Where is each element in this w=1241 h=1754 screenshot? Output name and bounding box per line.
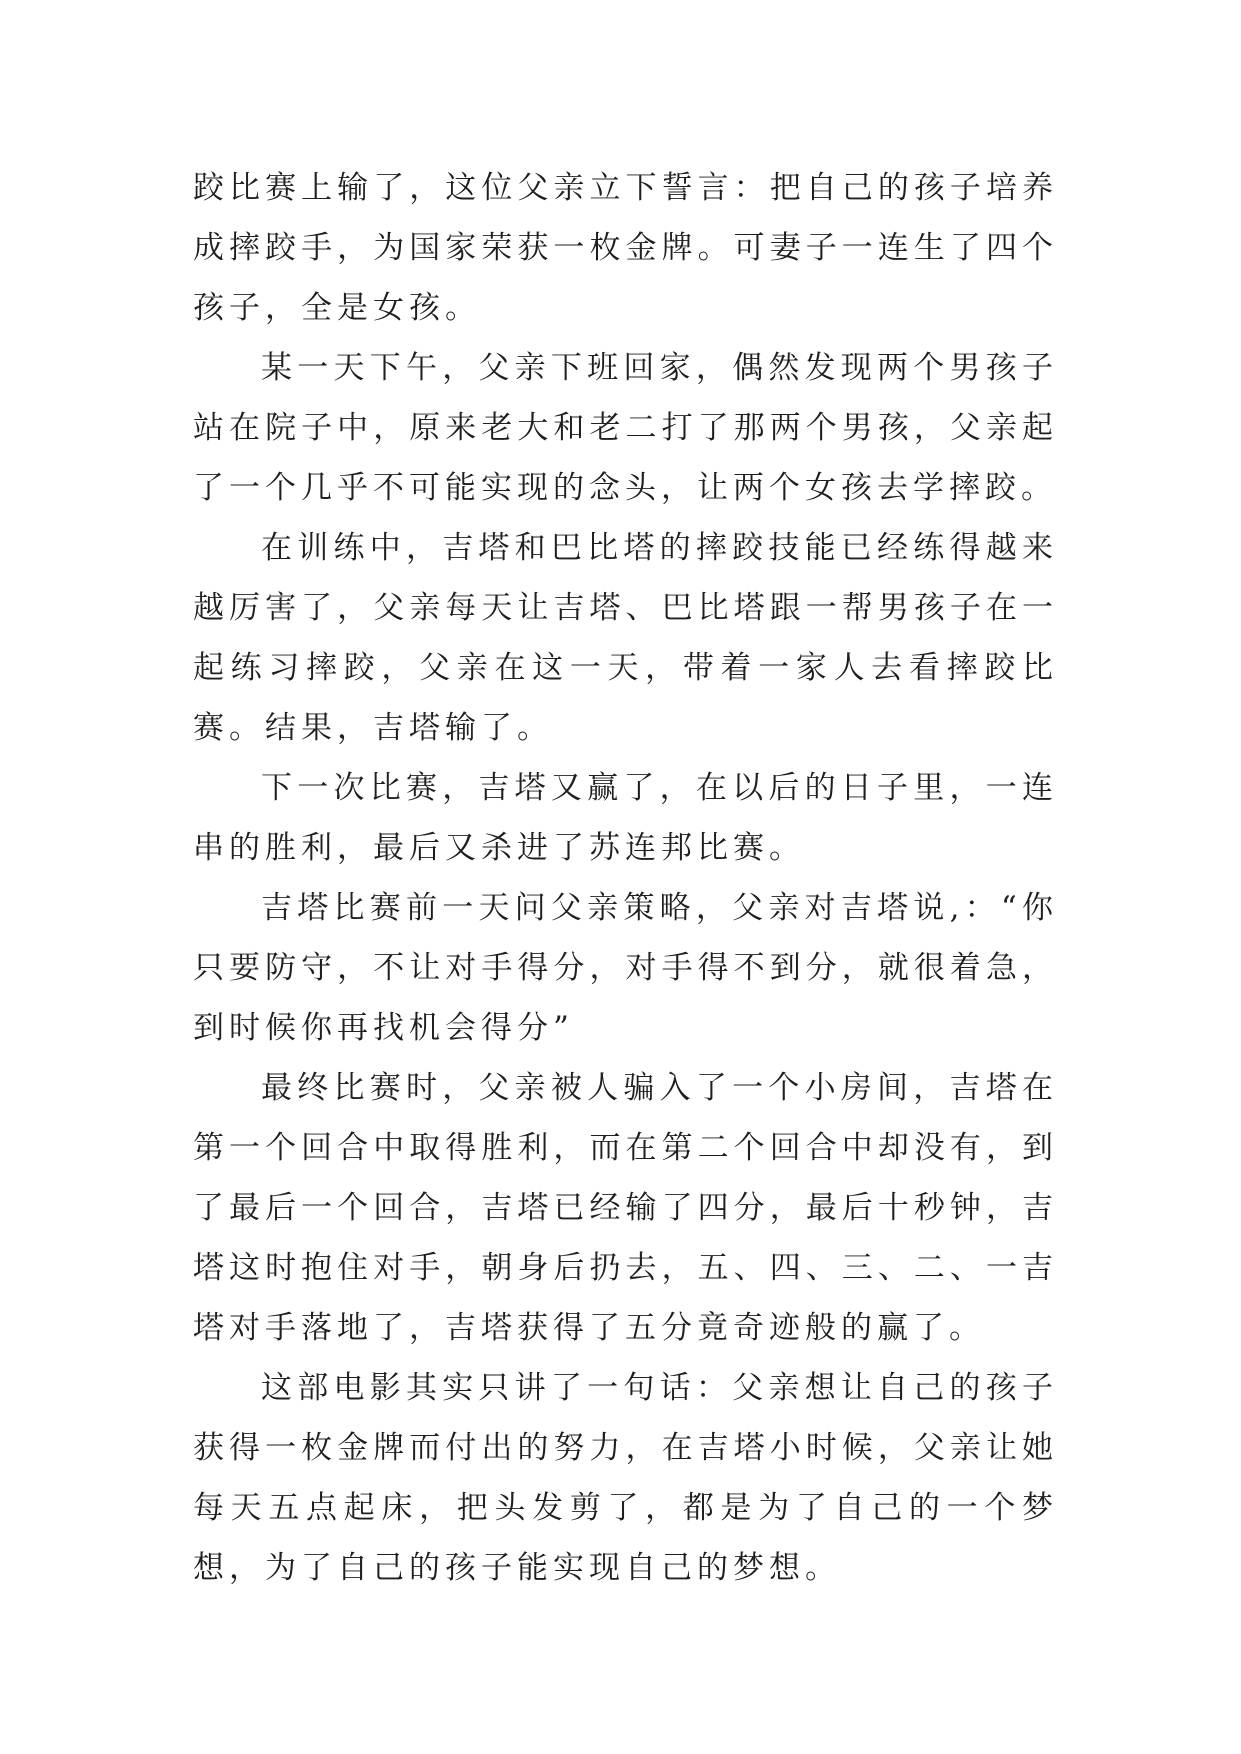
- paragraph: 某一天下午，父亲下班回家，偶然发现两个男孩子站在院子中，原来老大和老二打了那两个男孩，父亲起了一个几乎不可能实现的念头，让两个女孩去学摔跤。: [193, 350, 1058, 506]
- paragraph: 下一次比赛，吉塔又赢了，在以后的日子里，一连串的胜利，最后又杀进了苏连邦比赛。: [193, 770, 1058, 866]
- paragraph: 这部电影其实只讲了一句话：父亲想让自己的孩子获得一枚金牌而付出的努力，在吉塔小时候，父亲让她每天五点起床，把头发剪了，都是为了自己的一个梦想，为了自己的孩子能实现自己的梦想。: [193, 1370, 1058, 1586]
- document-body: [193, 158, 1058, 1598]
- paragraph: 吉塔比赛前一天问父亲策略，父亲对吉塔说,：“你只要防守，不让对手得分，对手得不到分，就很着急，到时候你再找机会得分”: [193, 890, 1058, 1046]
- paragraph-continued: 跤比赛上输了，这位父亲立下誓言：把自己的孩子培养成摔跤手，为国家荣获一枚金牌。可妻子一连生了四个孩子，全是女孩。: [193, 170, 1058, 326]
- paragraph: 在训练中，吉塔和巴比塔的摔跤技能已经练得越来越厉害了，父亲每天让吉塔、巴比塔跟一帮男孩子在一起练习摔跤，父亲在这一天，带着一家人去看摔跤比赛。结果，吉塔输了。: [193, 530, 1058, 746]
- paragraph: 最终比赛时，父亲被人骗入了一个小房间，吉塔在第一个回合中取得胜利，而在第二个回合中却没有，到了最后一个回合，吉塔已经输了四分，最后十秒钟，吉塔这时抱住对手，朝身后扔去，五、四、三、二、一吉塔对手落地了，吉塔获得了五分竟奇迹般的赢了。: [193, 1070, 1058, 1346]
